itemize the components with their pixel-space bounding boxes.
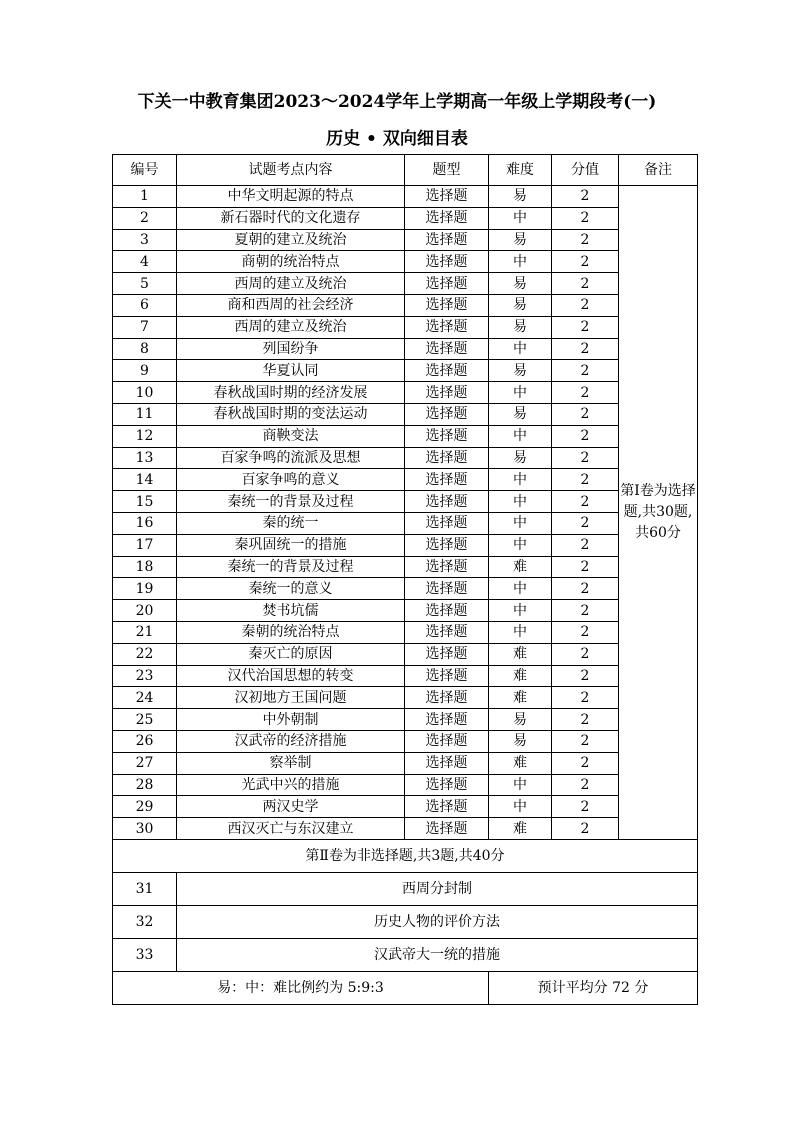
- row-no: 25: [113, 709, 177, 731]
- row-no: 23: [113, 665, 177, 687]
- table-row: [113, 294, 698, 316]
- row-score: 2: [552, 251, 619, 273]
- table-row: [113, 207, 698, 229]
- table-row: [113, 578, 698, 600]
- table-row: [113, 338, 698, 360]
- row-score: 2: [552, 556, 619, 578]
- footer-row: [113, 971, 698, 1004]
- row-level: 易: [489, 229, 552, 251]
- row-level: 易: [489, 709, 552, 731]
- row-type: 选择题: [405, 447, 489, 469]
- row-topic: 光武中兴的措施: [177, 774, 405, 796]
- row-topic: 夏朝的建立及统治: [177, 229, 405, 251]
- row-no: 19: [113, 578, 177, 600]
- table-row: [113, 534, 698, 556]
- row-topic: 西周的建立及统治: [177, 316, 405, 338]
- row-topic: 列国纷争: [177, 338, 405, 360]
- row-score: 2: [552, 360, 619, 382]
- row-level: 中: [489, 512, 552, 534]
- row-level: 易: [489, 730, 552, 752]
- table-row: [113, 469, 698, 491]
- row-score: 2: [552, 382, 619, 404]
- table-row: [113, 938, 698, 971]
- row-topic: 华夏认同: [177, 360, 405, 382]
- row-topic: 焚书坑儒: [177, 600, 405, 622]
- row-no: 1: [113, 186, 177, 208]
- row-score: 2: [552, 534, 619, 556]
- row-level: 中: [489, 796, 552, 818]
- row-type: 选择题: [405, 512, 489, 534]
- row-level: 中: [489, 338, 552, 360]
- row-type: 选择题: [405, 403, 489, 425]
- row-no: 31: [113, 872, 177, 905]
- table-row: [113, 621, 698, 643]
- table-row: [113, 752, 698, 774]
- row-score: 2: [552, 752, 619, 774]
- row-type: 选择题: [405, 273, 489, 295]
- section2-row: [113, 839, 698, 872]
- row-type: 选择题: [405, 360, 489, 382]
- footer-average: 预计平均分 72 分: [489, 971, 698, 1004]
- row-topic: 春秋战国时期的变法运动: [177, 403, 405, 425]
- row-type: 选择题: [405, 338, 489, 360]
- table-row: [113, 512, 698, 534]
- row-level: 易: [489, 186, 552, 208]
- row-type: 选择题: [405, 665, 489, 687]
- header-score: 分值: [552, 155, 619, 186]
- table-row: [113, 425, 698, 447]
- row-no: 7: [113, 316, 177, 338]
- row-no: 4: [113, 251, 177, 273]
- row-level: 难: [489, 643, 552, 665]
- row-score: 2: [552, 600, 619, 622]
- table-row: [113, 447, 698, 469]
- row-no: 5: [113, 273, 177, 295]
- row-type: 选择题: [405, 229, 489, 251]
- row-topic: 秦巩固统一的措施: [177, 534, 405, 556]
- row-score: 2: [552, 338, 619, 360]
- row-topic: 汉武帝大一统的措施: [177, 938, 698, 971]
- row-type: 选择题: [405, 382, 489, 404]
- row-score: 2: [552, 621, 619, 643]
- row-topic: 秦朝的统治特点: [177, 621, 405, 643]
- row-no: 11: [113, 403, 177, 425]
- row-level: 易: [489, 273, 552, 295]
- row-score: 2: [552, 687, 619, 709]
- row-type: 选择题: [405, 774, 489, 796]
- table-row: [113, 251, 698, 273]
- row-score: 2: [552, 447, 619, 469]
- row-no: 10: [113, 382, 177, 404]
- row-type: 选择题: [405, 643, 489, 665]
- header-note: 备注: [619, 155, 698, 186]
- table-row: [113, 665, 698, 687]
- row-topic: 新石器时代的文化遗存: [177, 207, 405, 229]
- row-type: 选择题: [405, 251, 489, 273]
- row-score: 2: [552, 796, 619, 818]
- row-topic: 商和西周的社会经济: [177, 294, 405, 316]
- row-type: 选择题: [405, 186, 489, 208]
- row-topic: 秦的统一: [177, 512, 405, 534]
- row-topic: 西汉灭亡与东汉建立: [177, 818, 405, 840]
- row-no: 18: [113, 556, 177, 578]
- row-type: 选择题: [405, 578, 489, 600]
- row-no: 16: [113, 512, 177, 534]
- section2-text: 第Ⅱ卷为非选择题,共3题,共40分: [113, 839, 698, 872]
- row-score: 2: [552, 207, 619, 229]
- header-row: [113, 155, 698, 186]
- row-no: 8: [113, 338, 177, 360]
- row-level: 易: [489, 403, 552, 425]
- table-row: [113, 491, 698, 513]
- table-row: [113, 556, 698, 578]
- row-no: 21: [113, 621, 177, 643]
- row-score: 2: [552, 730, 619, 752]
- row-level: 易: [489, 360, 552, 382]
- table-row: [113, 403, 698, 425]
- row-type: 选择题: [405, 534, 489, 556]
- row-topic: 秦统一的背景及过程: [177, 556, 405, 578]
- row-type: 选择题: [405, 425, 489, 447]
- row-type: 选择题: [405, 621, 489, 643]
- row-level: 中: [489, 207, 552, 229]
- row-topic: 西周分封制: [177, 872, 698, 905]
- row-type: 选择题: [405, 207, 489, 229]
- row-no: 3: [113, 229, 177, 251]
- row-score: 2: [552, 818, 619, 840]
- table-row: [113, 905, 698, 938]
- table-row: [113, 796, 698, 818]
- row-no: 14: [113, 469, 177, 491]
- row-topic: 汉代治国思想的转变: [177, 665, 405, 687]
- row-topic: 秦统一的背景及过程: [177, 491, 405, 513]
- row-no: 26: [113, 730, 177, 752]
- row-level: 难: [489, 752, 552, 774]
- row-no: 29: [113, 796, 177, 818]
- row-topic: 西周的建立及统治: [177, 273, 405, 295]
- row-level: 中: [489, 600, 552, 622]
- row-topic: 汉初地方王国问题: [177, 687, 405, 709]
- row-score: 2: [552, 425, 619, 447]
- row-no: 33: [113, 938, 177, 971]
- row-type: 选择题: [405, 709, 489, 731]
- table-row: [113, 774, 698, 796]
- row-score: 2: [552, 578, 619, 600]
- row-no: 30: [113, 818, 177, 840]
- row-type: 选择题: [405, 752, 489, 774]
- document-title: 下关一中教育集团2023～2024学年上学期高一年级上学期段考(一): [137, 92, 657, 112]
- row-type: 选择题: [405, 469, 489, 491]
- table-row: [113, 229, 698, 251]
- row-level: 中: [489, 425, 552, 447]
- row-level: 中: [489, 578, 552, 600]
- header-level: 难度: [489, 155, 552, 186]
- row-topic: 百家争鸣的流派及思想: [177, 447, 405, 469]
- row-score: 2: [552, 294, 619, 316]
- row-level: 难: [489, 556, 552, 578]
- row-topic: 春秋战国时期的经济发展: [177, 382, 405, 404]
- table-row: [113, 273, 698, 295]
- spec-table: [112, 154, 698, 1005]
- row-type: 选择题: [405, 600, 489, 622]
- remark-cell: 第Ⅰ卷为选择题,共30题,共60分: [619, 186, 698, 840]
- row-score: 2: [552, 643, 619, 665]
- header-topic: 试题考点内容: [177, 155, 405, 186]
- row-score: 2: [552, 665, 619, 687]
- header-type: 题型: [405, 155, 489, 186]
- row-topic: 汉武帝的经济措施: [177, 730, 405, 752]
- row-level: 中: [489, 251, 552, 273]
- row-type: 选择题: [405, 796, 489, 818]
- table-row: [113, 730, 698, 752]
- row-score: 2: [552, 316, 619, 338]
- row-level: 易: [489, 294, 552, 316]
- row-score: 2: [552, 709, 619, 731]
- table-row: [113, 818, 698, 840]
- row-score: 2: [552, 403, 619, 425]
- document-subtitle: 历史 • 双向细目表: [326, 129, 468, 149]
- footer-ratio: 易：中：难比例约为 5:9:3: [113, 971, 489, 1004]
- table-row: [113, 186, 698, 208]
- row-no: 32: [113, 905, 177, 938]
- row-no: 28: [113, 774, 177, 796]
- row-no: 6: [113, 294, 177, 316]
- row-topic: 察举制: [177, 752, 405, 774]
- row-level: 易: [489, 447, 552, 469]
- row-type: 选择题: [405, 294, 489, 316]
- row-no: 2: [113, 207, 177, 229]
- table-row: [113, 709, 698, 731]
- table-row: [113, 872, 698, 905]
- row-level: 中: [489, 382, 552, 404]
- row-no: 20: [113, 600, 177, 622]
- row-topic: 中外朝制: [177, 709, 405, 731]
- row-score: 2: [552, 273, 619, 295]
- row-topic: 两汉史学: [177, 796, 405, 818]
- row-type: 选择题: [405, 687, 489, 709]
- row-type: 选择题: [405, 730, 489, 752]
- row-topic: 秦统一的意义: [177, 578, 405, 600]
- row-topic: 中华文明起源的特点: [177, 186, 405, 208]
- table-row: [113, 316, 698, 338]
- row-score: 2: [552, 469, 619, 491]
- row-topic: 商鞅变法: [177, 425, 405, 447]
- row-score: 2: [552, 774, 619, 796]
- row-no: 27: [113, 752, 177, 774]
- row-level: 难: [489, 665, 552, 687]
- table-row: [113, 382, 698, 404]
- row-no: 22: [113, 643, 177, 665]
- row-level: 中: [489, 774, 552, 796]
- row-type: 选择题: [405, 556, 489, 578]
- row-level: 中: [489, 469, 552, 491]
- row-no: 17: [113, 534, 177, 556]
- row-score: 2: [552, 229, 619, 251]
- row-no: 13: [113, 447, 177, 469]
- row-score: 2: [552, 186, 619, 208]
- row-score: 2: [552, 491, 619, 513]
- row-type: 选择题: [405, 491, 489, 513]
- row-score: 2: [552, 512, 619, 534]
- row-level: 中: [489, 534, 552, 556]
- header-no: 编号: [113, 155, 177, 186]
- row-topic: 商朝的统治特点: [177, 251, 405, 273]
- table-row: [113, 687, 698, 709]
- row-no: 12: [113, 425, 177, 447]
- row-level: 中: [489, 621, 552, 643]
- table-row: [113, 600, 698, 622]
- row-level: 易: [489, 316, 552, 338]
- table-row: [113, 360, 698, 382]
- row-level: 难: [489, 687, 552, 709]
- row-topic: 秦灭亡的原因: [177, 643, 405, 665]
- row-no: 24: [113, 687, 177, 709]
- row-topic: 历史人物的评价方法: [177, 905, 698, 938]
- row-type: 选择题: [405, 316, 489, 338]
- row-topic: 百家争鸣的意义: [177, 469, 405, 491]
- row-level: 中: [489, 491, 552, 513]
- table-row: [113, 643, 698, 665]
- row-no: 15: [113, 491, 177, 513]
- row-level: 难: [489, 818, 552, 840]
- row-no: 9: [113, 360, 177, 382]
- row-type: 选择题: [405, 818, 489, 840]
